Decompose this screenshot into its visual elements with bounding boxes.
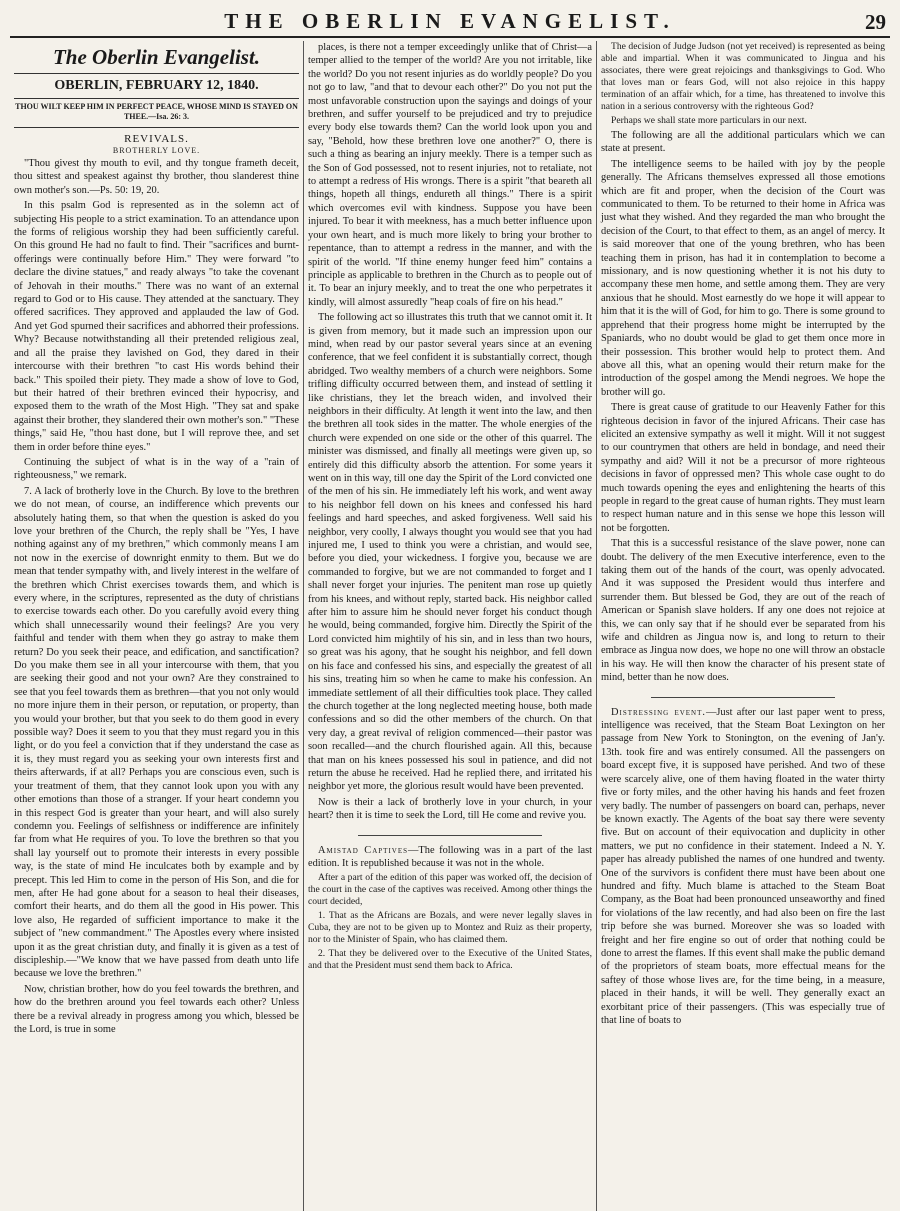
column-3 <box>596 41 889 1211</box>
paragraph: Continuing the subject of what is in the way of a "rain of righteousness," we remark. <box>14 456 299 482</box>
paragraph: Now, christian brother, how do you feel towards the brethren, and how do the brethren around you feel towards each other? Unless there be a revival already in progress among you which, blessed be the Lord, is true in some <box>14 983 299 1035</box>
paragraph: 7. A lack of brotherly love in the Church. By love to the brethren we do not mean, of course, an indifference which prevents our absolutely hating them, so that when the question is asked do you love your brethren of the Church, the reply shall be "Yes, I have nothing against any of my brethren," which commonly means I am not now in the exercise of downright enmity to them. But we do mean that tender sympathy with, and lively interest in the welfare of the brethren which Christ exercises towards them, and which is every where, in the scriptures, represented as the duty of christians to exercise towards each other. Do you carefully avoid every thing which shall unnecessarily wound their feelings? Are you very faithful and tender with them when they go astray to make them return? Do you seek their peace, and edification, and sanctification? Do you make them see in all your intercourse with them, that you are seeking their good and not your own? Are they constrained to see that you feel towards them as brethren—that you not only would no more injure them in their person, or reputation, or property, than you would your brother, but that you seek to do them good in every possible way? Does it seem to you that they must regard you in this light, or do you feel a conviction that if they understand the case as it is, they must regard you as seeking your own interests first and theirs afterwards, if at all? Perhaps you are conscious even, such is your treatment of them, that they cannot look upon you with any other emotions than those of a stranger. If your heart condemn you in this respect God is greater than your heart, and will also surely condemn you. Feelings of selfishness or indifference are infinitely far from what He requires of you. To love the brethren so that you shall lay yourself out to promote their interests in every possible way, is the state of mind He inculcates both by example and by precept. This led Him to come in the person of His Son, and die for men, after He had gone about for a season to heal their diseases, comfort their hearts, and do them all the good in His power. This love also, He regarded of sufficient importance to make it the subject of "new commandment." The Apostles every where insisted upon it as the great christian duty, and finally it is given as a test of discipleship.—"We know that we have passed from death unto life because we love the brethren." <box>14 485 299 980</box>
paragraph: In this psalm God is represented as in the solemn act of subjecting His people to a strict examination. To an attendance upon the forms of religious worship they had been sufficiently careful. On this ground He had no fault to find. Their "sacrifices and burnt-offerings were continually before Him." They were forward "to declare the divine statues," and ready always "to take the covenant of Jehovah in their mouths." There was no want of an external regard to God or to His cause. They attended at the sanctuary. They offered sacrifices. They approved and applauded the law of God. And yet God spurned their sacrifices and abhorred their professions. Why? Because notwithstanding all their pretended religious zeal, and all the praise they lavished on God, they dared in their intercourse with their brethren "to cast His words behind their back." This spoiled their piety. They made a show of love to God, but their hatred of their brethren evinced their hypocrisy, and exposed them to the wrath of the Most High. "They sat and spake against their brother, they slandered their own mother's son." "These things," said He, "thou hast done, but I will reprove thee, and set them in order before thine eyes." <box>14 200 299 453</box>
masthead-title: THE OBERLIN EVANGELIST. <box>224 8 676 33</box>
section-divider <box>651 697 835 698</box>
paragraph: The following are all the additional particulars which we can state at present. <box>601 130 885 155</box>
paragraph: The intelligence seems to be hailed with joy by the people generally. The Africans themselves expressed all those emotions which are fit and proper, when the decision of the Court was communicated to them. To be returned to their home in Africa was just what they wished. And they regarded the man who brought the decision of the Court, to that effect to them, as an angel of mercy. It is said moreover that one of the young brethren, who has been teaching them in prison, has had it in contemplation to become a missionary, and is now questioning whether it is not his duty to accompany these men home, and settle among them. They are very anxious that he should. Most earnestly do we hope it will appear to him that it is the will of God, for him to go. There is some ground to apprehend that their progress home might be interrupted by the Spaniards, who no doubt would be glad to get them once more in their possession. This brother would help to protect them. And above all this, what an opening would their return make for the introduction of the gospel among the Mendi negroes. We hope the brother will go. <box>601 158 885 398</box>
paragraph: After a part of the edition of this paper was worked off, the decision of the court in the case of the captives was received. Among other things the court decided, <box>308 872 592 908</box>
column-1 <box>10 41 303 1211</box>
paragraph: Now is their a lack of brotherly love in your church, in your heart? then it is time to seek the Lord, till He come and revive you. <box>308 796 592 822</box>
article-distress <box>601 706 885 1028</box>
paragraph: 2. That they be delivered over to the Executive of the United States, and that the President must send them back to Africa. <box>308 948 592 972</box>
article-lead: —Just after our last paper went to press, intelligence was received, that the Steam Boat Lexington on her passage from New York to Stonington, on the evening of Jan'y. 13th. took fire and was entirely consumed. All the passengers on board except five, it is supposed have perished. And two of these were scarcely alive, one of them having floated in the water thirty five or forty miles, and the other having his hands and feet frozen very badly. The number of passengers on board can, perhaps, never be known exactly. The Agents of the boat say there were seventy five. But on account of their equivocation and duplicity in other matters, we put no confidence in their statement. Indeed a N. Y. paper has already published the names of one hundred and twenty. One of the survivors is confident there must have been about one hundred and fifty. Much blame is attached to the Steam Boat Company, as the Boat had been pronounced unseaworthy and fined for violations of the law recently, and had also been on fire the last trip before she was burned. Moreover she was so loaded with freight and her fire engine so out of order that nothing could be done to arrest the flames. If this event shall make the public demand of the proprietors of steam boats, more effectual means for the saftey of those whose lives are, for the time being, in a measure, placed in their hands, it will be well. They generally exact an exorbitant price of their passengers. (This was especially true of that line of boats to <box>601 706 885 1026</box>
paragraph: 1. That as the Africans are Bozals, and were never legally slaves in Cuba, they are not to be given up to Montez and Ruiz as their property, nor to the Minister of Spain, who has claimed them. <box>308 910 592 946</box>
paragraph: The decision of Judge Judson (not yet received) is represented as being able and impartial. When it was communicated to Jingua and his associates, there were great rejoicings and thanksgivings to God. Who that loves man or fears God, will not also rejoice in this happy termination of an affair which, for a time, has threatened to involve this nation in a serious controversy with the righteous God? <box>601 41 885 112</box>
dateline: OBERLIN, FEBRUARY 12, 1840. <box>54 78 259 93</box>
section-heading: REVIVALS. <box>124 133 189 145</box>
nameplate: The Oberlin Evangelist. <box>14 45 299 74</box>
masthead <box>10 6 890 38</box>
paragraph: Perhaps we shall state more particulars in our next. <box>611 115 807 126</box>
paragraph: There is great cause of gratitude to our Heavenly Father for this righteous decision in favor of the injured Africans. Their case has elicited an extensive sympathy as well it might. Will it not suggest to our countrymen that others are held in bondage, and need their sympathy and aid? Will it not be a precursor of more righteous decisions in favor of oppressed men? This whole case ought to do much towards opening the eyes and enlightening the hearts of this people in regard to the great cause of human rights. They must learn to respect human nature and in this sense we hope this lesson will not be forgotten. <box>601 402 885 534</box>
paragraph: The following act so illustrates this truth that we cannot omit it. It is given from memory, but it made such an impression upon our mind, when read by our pastor several years since at an evening conference, that we feel confident it is substantially correct, though abridged. Two wealthy members of a church were neighbors. Some trifling difficulty occurred between them, and instead of settling it like christians, they let the breach widen, and involved their neighbors in their difficulty. At length it went into the law, and then the brethren all took sides in the matter. The whole energies of the church were expended on one side or the other of this quarrel. The minister was dismissed, and finally all meetings were given up, so entirely did this difficulty absorb the attention. For some years it went on in this way, till one day the Spirit of the Lord convicted one of the men of his sin. He immediately left his work, and went away to his neighbor fell down on his knees and confessed his hard feelings and hard speeches, and asked forgiveness. Well said his neighbor, very coolly, I always thought you would see that you had injured me, I used to think you were a christian, and would see, before you died, your wickedness. I forgive you, because we are commanded to forgive, but we are not commanded to forget and I shall never forget your injuries. The penitent man rose up quietly from his knees, and without reply, started back. His neighbor called after him to assure him he should never forget his conduct though he would, being commanded, forgive him. Directly the Spirit of the Lord convicted him mightily of his sin, and in less than two hours, so great was his agony, that he sought his neighbor, and fell down on his face and confessed his sins, and especially the greatest of all his sins, treating him so when he came to make his confession. An immediate settlement of all their difficulties took place. They called the church together at the long neglected meeting house, both made confessions and so did the other members of the church. On that very day, a great revival of religion commenced—their pastor was soon recalled—and the church flourished again. All this, because that man on his knees possessed his soul in patience, and did not return the abuse he received. Had he replied there, and irritated his neighbor yet more, the glorious result would have been prevented. <box>308 312 592 793</box>
columns <box>10 41 890 1211</box>
motto: THOU WILT KEEP HIM IN PERFECT PEACE, WHOSE MIND IS STAYED ON THEE.—Isa. 26: 3. <box>14 98 299 128</box>
section-divider <box>358 835 542 836</box>
paragraph: "Thou givest thy mouth to evil, and thy tongue frameth deceit, thou sittest and speakest against thy brother, thou slanderest thine own mother's son.—Ps. 50: 19, 20. <box>14 158 299 196</box>
article-heading: Amistad Captives <box>318 844 409 856</box>
page-number: 29 <box>865 10 886 34</box>
article-heading: Distressing event. <box>611 706 706 718</box>
paragraph: That this is a successful resistance of the slave power, none can doubt. The delivery of the men Executive interference, even to the taking them out of the hands of the court, was openly advocated. And it was supposed the President would thus interfere and surrender them. But blessed be God, they are out of the reach of American or Spanish slave holders. If any one does not rejoice at this, we can only say that if he should ever be separated from his wife and children as Jingua now is, and long to return to their embrace as Jingua now does, we hope no one will throw an obstacle in his way. He will then know the character of his present state of mind, better than he now does. <box>601 538 885 684</box>
subsection-heading: BROTHERLY LOVE. <box>112 146 201 155</box>
article-lead: —The following was in a part of the last edition. It is republished because it was not in the whole. <box>308 844 592 869</box>
article-amistad <box>308 844 592 871</box>
column-2 <box>303 41 596 1211</box>
paragraph: places, is there not a temper exceedingly unlike that of Christ—a temper allied to the temper of the world? Are you not irritable, like the world? Do you not resent injuries as do worldly people? Do you not go to law, "and that to devour each other?" Do you not put the most unfavorable construction upon the sayings and doings of your brethren, and suffer yourself to be prejudiced and try to prejudice every body else towards them? Can the world look upon you and say, "Behold, how these brethren love one another?" O, there is such a thing as bearing an injury meekly. There is a temper such as the Son of God possessed, not to resent injuries, not to retaliate, not to attempt a redress of His wrongs. There is a spirit "that beareth all things, hopeth all things, endureth all things." There is a spirit which overcomes evil with kindness. Suppose you have been injured. To bear it with meekness, has a much better influence upon your own heart, and is much more likely to bring your brother to repentance, than to attempt a redress in the manner, and with the spirit of the world. "If thine enemy hunger feed him" contains a principle as applicable to brethren in the Church as to people out of it. To bear an injury meekly, and to treat the one who perpetrates it kindly, will almost assuredly "heap coals of fire on his head." <box>308 42 592 308</box>
